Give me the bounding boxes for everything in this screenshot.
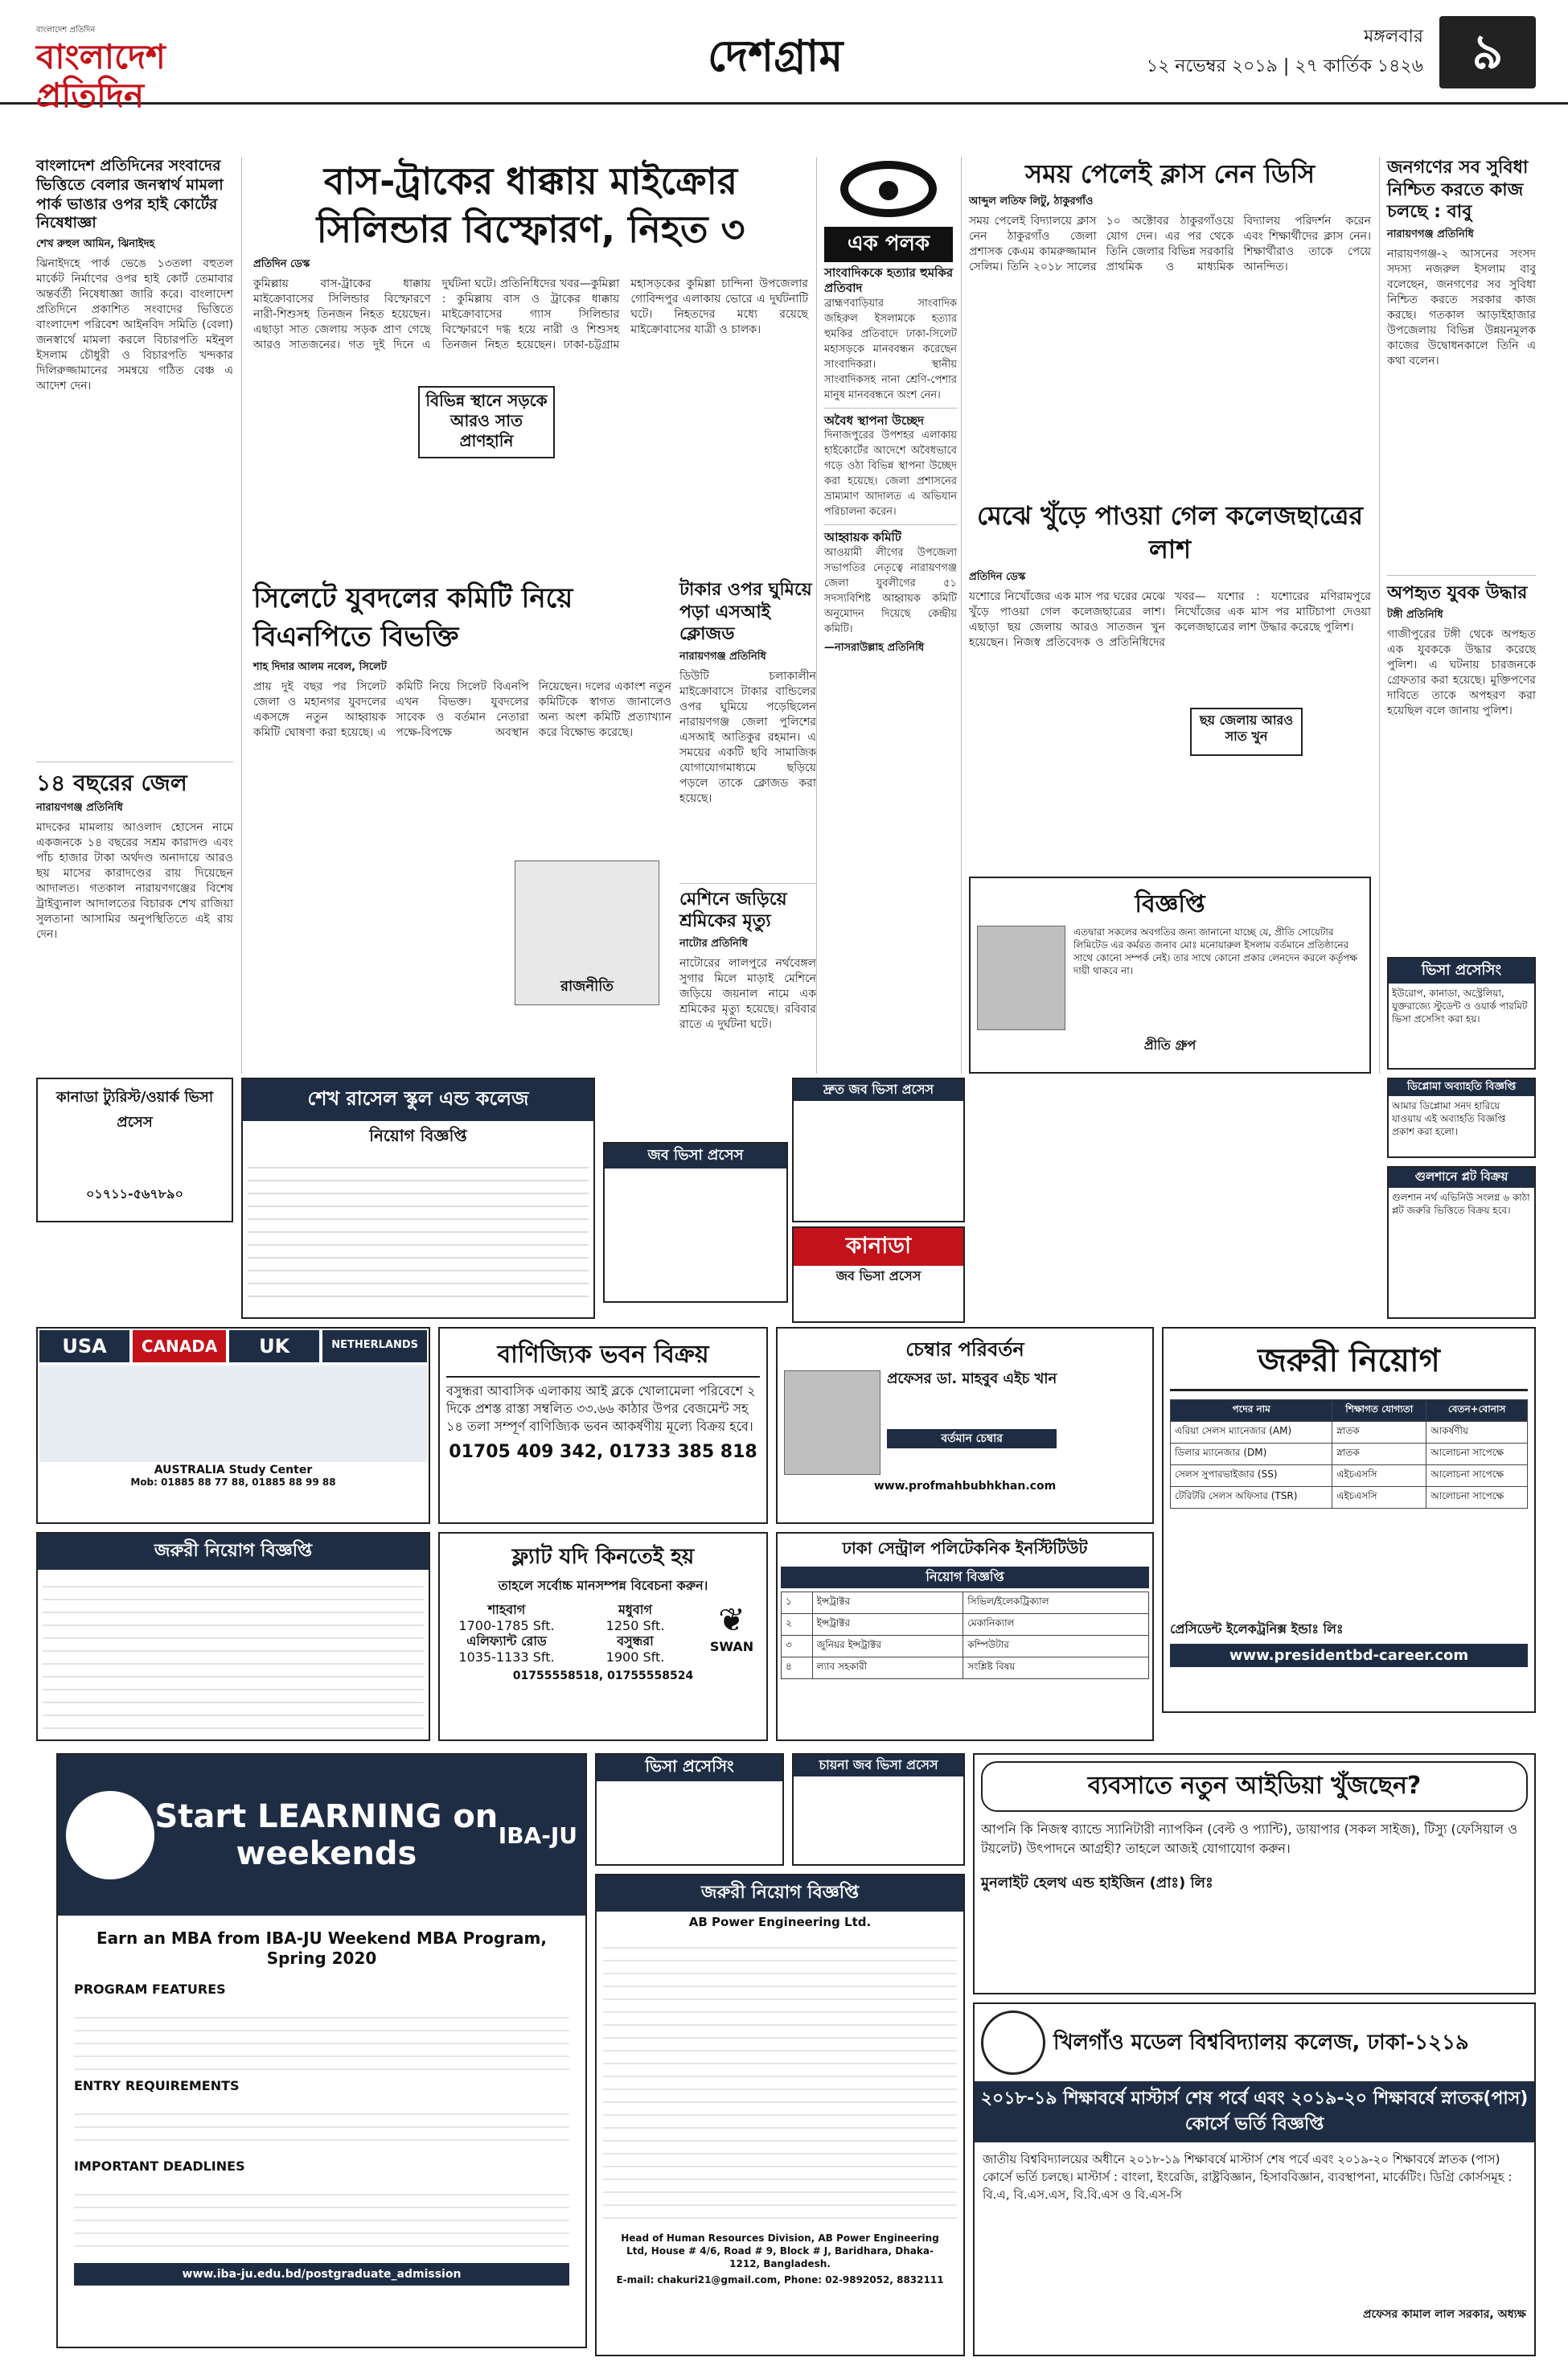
college-body: জাতীয় বিশ্ববিদ্যালয়ের অধীনে ২০১৮-১৯ শিক্ষাবর্ষে মাস্টার্স শেষ পর্বে এবং ২০১৯-২০ শিক্ষাবর্ষে স্নাতক (পাস) কোর্সে ভর্তি চলছে। মাস্টার্স : বাংলা, ইংরেজি, রাষ্ট্রবিজ্ঞান, হিসাববিজ্ঞান, ব্যবস্থাপনা, মার্কেটিং। ডিগ্রি কোর্সসমূহ : বি.এ, বি.এস.এস, বি.বি.এস ও বি.এস-সি (983, 2152, 1513, 2202)
building-phone: 01705 409 342, 01733 385 818 (449, 1442, 757, 1462)
road-subhead-box (418, 386, 555, 458)
divider (1379, 157, 1380, 1074)
flat-size-1: 1700-1785 Sft. (458, 1618, 555, 1633)
visa-processing-ad (595, 1753, 784, 1866)
school-details (248, 1156, 589, 1300)
logo-text: বাংলাদেশ প্রতিদিন (36, 37, 166, 115)
polytechnic-title: ঢাকা সেন্ট্রাল পলিটেকনিক ইনস্টিটিউট (842, 1538, 1088, 1558)
divider (241, 157, 242, 1074)
polytechnic-ad (776, 1532, 1154, 1741)
plot-body: গুলশান নর্থ এভিনিউ সংলগ্ন ৬ কাঠা প্লট জরুরি ভিত্তিতে বিক্রয় হবে। (1392, 1192, 1530, 1216)
lash-subhead-box (1190, 708, 1303, 756)
lead-body: কুমিল্লায় বাস-ট্রাকের ধাক্কায় মাইক্রোবাসের সিলিন্ডার বিস্ফোরণে নারী-শিশুসহ তিনজন নিহত হয়েছেন। এছাড়া সাত জেলায় সড়ক প্রাণ গেছে আরও সাতজনের। গত দুই দিনে এ দুর্ঘটনা ঘটে। প্রতিনিধিদের খবর—কুমিল্লা : কুমিল্লায় বাস ও ট্রাকের ধাক্কায় মাইক্রোবাসের গ্যাস সিলিন্ডার বিস্ফোরণে দগ্ধ হয়ে নারী ও শিশুসহ তিনজন নিহত হয়েছেন। ঢাকা-চট্টগ্রাম মহাসড়কের কুমিল্লা চান্দিনা উপজেলার গোবিন্দপুর এলাকায় ভোরে এ দুর্ঘটনাটি ঘটে। নিহতদের মধ্যে রয়েছে মাইক্রোবাসের যাত্রী ও চালক। (253, 277, 808, 351)
commercial-building-ad (438, 1327, 768, 1524)
page-number: ৯ (1439, 16, 1536, 88)
flat-size-2: 1250 Sft. (605, 1618, 665, 1633)
iba-slogan: Start LEARNING on weekends (154, 1798, 499, 1872)
building-body: বসুন্ধরা আবাসিক এলাকায় আই ব্লকে খোলামেলা পরিবেশে ২ দিকে প্রশস্ত রাস্তা সম্বলিত ৩৩.৬৬ কাঠার উপর বেজমেন্ট সহ ১৪ তলা সম্পূর্ণ বাণিজ্যিক ভবন আকর্ষণীয় মূল্যে বিক্রয় হবে। (446, 1383, 756, 1434)
logo-tagline: বাংলাদেশ প্রতিদিন (36, 26, 96, 35)
business-idea-body: আপনি কি নিজস্ব ব্যান্ডে স্যানিটারী ন্যাপকিন (বেল্ট ও প্যান্টি), ডায়াপার (সকল সাইজ), টিস্যু (ফেসিয়াল ও টয়লেট) উৎপাদনে আগ্রহী? তাহলে আজই যোগাযোগ করুন। (981, 1822, 1517, 1856)
visa-processing-title: ভিসা প্রসেসিং (597, 1755, 782, 1781)
table-row: এরিয়া সেলস ম্যানেজার (AM) স্নাতক আকর্ষণীয় (1171, 1422, 1528, 1444)
machine-byline: নাটোর প্রতিনিধি (679, 937, 748, 950)
doctor-photo (784, 1370, 880, 1475)
swan-logo-icon: ❦ (718, 1602, 745, 1639)
ek-item3-body: আওয়ামী লীগের উপজেলা সভাপতির নেতৃত্বে নারায়ণগঞ্জ জেলা যুবলীগের ৫১ সদস্যবিশিষ্ট আহ্বায়ক কমিটি অনুমোদন দিয়েছে কেন্দ্রীয় কমিটি। (824, 547, 957, 635)
business-idea-ad (973, 1753, 1536, 1994)
kanada-subtitle: জব ভিসা প্রসেস (835, 1268, 922, 1284)
lead-headline: বাস-ট্রাকের ধাক্কায় মাইক্রোর সিলিন্ডার বিস্ফোরণ, নিহত ৩ (316, 159, 745, 251)
taka-story (679, 579, 816, 1078)
ek-polok-logo (824, 161, 953, 257)
visa-title: ভিসা প্রসেসিং (1389, 959, 1534, 984)
school-ad (241, 1078, 595, 1319)
class-body: সময় পেলেই বিদ্যালয়ে ক্লাস নেন ঠাকুরগাঁও জেলা প্রশাসক কেএম কামরুজ্জামান সেলিম। তিনি ২০১৮ সালের ১০ অক্টোবর ঠাকুরগাঁওয়ে যোগ দেন। এর পর থেকে তিনি জেলার বিভিন্ন সরকারি প্রাথমিক ও মাধ্যমিক বিদ্যালয় পরিদর্শন করেন এবং শিক্ষার্থীদের ক্লাস নেন। শিক্ষার্থীরাও তাকে পেয়ে আনন্দিত। (969, 215, 1371, 273)
flat-size-4: 1900 Sft. (605, 1649, 665, 1665)
masthead (0, 0, 1568, 115)
flat-subtitle: তাহলে সর্বোচ্চ মানসম্পন্ন বিবেচনা করুন। (498, 1578, 708, 1593)
business-idea-company: মুনলাইট হেলথ এন্ড হাইজিন (প্রাঃ) লিঃ (981, 1875, 1213, 1891)
country-uk: UK (229, 1330, 319, 1362)
flat-brand: SWAN (709, 1639, 754, 1654)
iba-brand: IBA-JU (498, 1822, 577, 1849)
flat-phone: 01755558518, 01755558524 (512, 1670, 694, 1682)
dateline (997, 23, 1423, 87)
ab-power-company: AB Power Engineering Ltd. (688, 1915, 872, 1929)
ab-power-body (603, 1936, 957, 2225)
lash-body: যশোরে নিখোঁজের এক মাস পর ঘরের মেঝে খুঁড়ে পাওয়া গেল কলেজছাত্রের লাশ। এছাড়া ছয় জেলায় আরও সাতজন খুন হয়েছেন। নিজস্ব প্রতিবেদক ও প্রতিনিধিদের খবর— যশোর : যশোরের মণিরামপুরে নিখোঁজের এক মাস পর মাটিচাপা দেওয়া কলেজছাত্রের লাশ উদ্ধার করেছে পুলিশ। (969, 590, 1371, 649)
newspaper-logo[interactable] (36, 24, 237, 115)
col-post: পদের নাম (1171, 1400, 1332, 1422)
flat-location-3: এলিফ্যান্ট রোড (466, 1633, 547, 1649)
quick-visa-title: দ্রুত জব ভিসা প্রসেস (794, 1079, 963, 1101)
school-title: শেখ রাসেল স্কুল এন্ড কলেজ (243, 1079, 593, 1121)
jonogon-byline: নারায়ণগঞ্জ প্রতিনিধি (1387, 228, 1474, 240)
country-netherlands: NETHERLANDS (322, 1330, 427, 1362)
table-row: ২ ইন্সট্রাক্টর মেকানিক্যাল (782, 1614, 1149, 1636)
college-title: খিলগাঁও মডেল বিশ্ববিদ্যালয় কলেজ, ঢাকা-১২১৯ (1053, 2030, 1469, 2055)
university-seal-icon (66, 1791, 154, 1879)
study-details (39, 1366, 427, 1462)
job-visa-title: জব ভিসা প্রসেস (605, 1144, 786, 1169)
person-photo (977, 926, 1065, 1030)
study-abroad-ad (36, 1327, 430, 1524)
kanada-title: কানাডা (794, 1228, 963, 1266)
urgent-recruit-title: জরুরী নিয়োগ (1170, 1335, 1528, 1391)
diploma-ad (1387, 1078, 1536, 1158)
flat-location-1: শাহবাগ (487, 1602, 526, 1617)
college-banner: ২০১৮-১৯ শিক্ষাবর্ষে মাস্টার্স শেষ পর্বে এবং ২০১৯-২০ শিক্ষাবর্ষে স্নাতক(পাস) কোর্সে ভর্তি বিজ্ঞপ্তি (975, 2081, 1534, 2142)
polytechnic-table (781, 1592, 1149, 1679)
flat-ad (438, 1532, 768, 1741)
iba-ad (56, 1753, 587, 2348)
table-row: ৩ জুনিয়র ইন্সট্রাক্টর কম্পিউটার (782, 1636, 1149, 1657)
section-title: দেশগ্রাম (708, 31, 844, 81)
country-canada: CANADA (133, 1330, 226, 1362)
col-salary: বেতন+বোনাস (1426, 1400, 1528, 1422)
taka-headline: টাকার ওপর ঘুমিয়ে পড়া এসআই ক্লোজড (679, 580, 812, 644)
diploma-body: আমার ডিপ্লোমা সনদ হারিয়ে যাওয়ায় এই অব্যাহতি বিজ্ঞপ্তি প্রকাশ করা হলো। (1392, 1100, 1506, 1137)
ab-power-title: জরুরী নিয়োগ বিজ্ঞপ্তি (597, 1875, 963, 1912)
divider (961, 157, 962, 1074)
recruit-notice-body (43, 1575, 424, 1735)
ek-polok-label: এক পলক (824, 227, 953, 262)
lead-story (253, 157, 808, 575)
iba-entry-list (74, 2102, 569, 2150)
class-byline: আব্দুল লতিফ লিটু, ঠাকুরগাঁও (969, 195, 1094, 207)
notice-body: এতদ্বারা সকলের অবগতির জন্য জানানো যাচ্ছে যে, প্রীতি সোয়েটার লিমিটেড এর কর্মরত জনাব মোঃ মনোয়ারুল ইসলাম বর্তমানে প্রতিষ্ঠানের সাথে কোনো সম্পর্ক নেই। তার সাথে কোনো প্রকার লেনদেন করলে কর্তৃপক্ষ দায়ী থাকবে না। (1073, 926, 1358, 976)
iba-deadlines-list (74, 2183, 569, 2247)
divider (1387, 575, 1536, 576)
rescue-headline: অপহৃত যুবক উদ্ধার (1387, 582, 1528, 603)
left-column (36, 157, 233, 1074)
jonogon-body: নারায়ণগঞ্জ-২ আসনের সংসদ সদস্য নজরুল ইসলাম বাবু বলেছেন, জনগণের সব সুবিধা নিশ্চিত করতে সরকার কাজ করছে। গতকাল আড়াইহাজার উপজেলায় বিভিন্ন উন্নয়নমূলক কাজের উদ্বোধনকালে তিনি এ কথা বলেন। (1387, 247, 1536, 368)
diploma-title: ডিপ্লোমা অব্যাহতি বিজ্ঞপ্তি (1389, 1079, 1534, 1096)
table-row: ১ ইন্সট্রাক্টর সিভিল/ইলেকট্রিক্যাল (782, 1592, 1149, 1614)
ek-item2-head: অবৈধ স্থাপনা উচ্ছেদ (824, 413, 925, 428)
ek-item3-head: আহ্বায়ক কমিটি (824, 530, 901, 545)
building-title: বাণিজ্যিক ভবন বিক্রয় (446, 1335, 760, 1378)
notice-ad (969, 877, 1371, 1074)
flat-size-3: 1035-1133 Sft. (458, 1649, 555, 1665)
day: মঙ্গলবার (1364, 27, 1423, 47)
notice-company: প্রীতি গ্রুপ (1143, 1037, 1197, 1053)
ek-polok-column (824, 265, 957, 1070)
recruit-table (1170, 1399, 1528, 1509)
taka-byline: নারায়ণগঞ্জ প্রতিনিধি (679, 650, 766, 663)
lash-headline: মেঝে খুঁড়ে পাওয়া গেল কলেজছাত্রের লাশ (977, 500, 1363, 565)
class-headline: সময় পেলেই ক্লাস নেন ডিসি (1024, 158, 1316, 189)
bnp-body: প্রায় দুই বছর পর সিলেট জেলা ও মহানগর যুবদলের একসঙ্গে নতুন আহ্বায়ক কমিটি ঘোষণা করা হয়েছে। এ কমিটি নিয়ে সিলেট বিএনপি এখন বিভক্ত। যুবদলের সাবেক ও বর্তমান নেতারা পক্ষে-বিপক্ষে অবস্থান নিয়েছেন। দলের একাংশ নতুন কমিটিকে স্বাগত জানালেও অন্য অংশ কমিটি প্রত্যাখ্যান করে বিক্ষোভ করেছে। (253, 680, 671, 739)
flat-location-4: বসুন্ধরা (617, 1633, 654, 1649)
lash-story (969, 499, 1371, 877)
ab-power-ad (595, 1874, 965, 2356)
road-subhead: বিভিন্ন স্থানে সড়কে আরও সাত প্রাণহানি (425, 391, 548, 450)
notice-title: বিজ্ঞপ্তি (1135, 890, 1205, 918)
col-qual: শিক্ষাগত যোগ্যতা (1332, 1400, 1426, 1422)
iba-features: PROGRAM FEATURES (74, 1982, 226, 1997)
canada-ad-phone: ০১৭১১-৫৬৭৮৯০ (86, 1186, 183, 1201)
bnp-headline: সিলেটে যুবদলের কমিটি নিয়ে বিএনপিতে বিভক্তি (253, 582, 573, 653)
table-row: ৪ ল্যাব সহকারী সংশ্লিষ্ট বিষয় (782, 1657, 1149, 1679)
plot-title: গুলশানে প্লট বিক্রয় (1389, 1168, 1534, 1188)
recruit-company: প্রেসিডেন্ট ইলেকট্রনিক্স ইন্ডাঃ লিঃ (1170, 1621, 1344, 1637)
rescue-byline: টঙ্গী প্রতিনিধি (1387, 609, 1443, 621)
table-row: টেরিটরি সেলস অফিসার (TSR) এইচএসসি আলোচনা সাপেক্ষে (1171, 1487, 1528, 1509)
table-row: ডিলার ম্যানেজার (DM) স্নাতক আলোচনা সাপেক্ষে (1171, 1444, 1528, 1465)
divider (679, 883, 816, 884)
park-byline: শেখ রুহুল আমিন, ঝিনাইদহ (36, 238, 155, 250)
urgent-recruit-ad (1162, 1327, 1536, 1713)
china-visa-ad (792, 1753, 965, 1866)
doctor-website[interactable]: www.profmahbubhkhan.com (873, 1480, 1057, 1493)
iba-entry: ENTRY REQUIREMENTS (74, 2078, 240, 2093)
right-column (1387, 157, 1536, 1074)
machine-headline: মেশিনে জড়িয়ে শ্রমিকের মৃত্যু (679, 889, 787, 931)
jail-body: মাদকের মামলায় আওলাদ হোসেন নামে একজনকে ১৪ বছরের সশ্রম কারাদণ্ড এবং পাঁচ হাজার টাকা অর্থদণ্ড অনাদায়ে আরও ছয় মাসের কারাদণ্ডের রায় দিয়েছেন আদালত। গতকাল নারায়ণগঞ্জের বিশেষ ট্রাইব্যুনাল আদালতের বিচারক শেখ রাজিয়া সুলতানা আসামির অনুপস্থিতিতে এই রায় দেন। (36, 821, 233, 941)
class-story (969, 157, 1371, 478)
quick-visa-ad (792, 1078, 965, 1222)
study-center: AUSTRALIA Study Center (154, 1464, 313, 1477)
lash-subhead: ছয় জেলায় আরও সাত খুন (1199, 713, 1294, 744)
park-body: ঝিনাইদহে পার্ক ভেঙে ১৩তলা বহুতল মার্কেট নির্মাণের ওপর হাই কোর্ট তেমাবার অন্তর্বর্তী নিষেধাজ্ঞা জারি করে। বাংলাদেশ প্রতিদিনে প্রকাশিত সংবাদের ভিত্তিতে বাংলাদেশ পরিবেশ আইনবিদ সমিতি (বেলা) জনস্বার্থে মামলা করলে বিচারপতি মইনুল ইসলাম চৌধুরী ও বিচারপতি খন্দকার দিলিরুজ্জামানের সমন্বয়ে গঠিত বেঞ্চ এ আদেশ দেন। (36, 257, 233, 392)
divider (824, 408, 957, 409)
eye-icon (840, 161, 937, 217)
flat-title: ফ্ল্যাট যদি কিনতেই হয় (511, 1545, 695, 1569)
jail-headline: ১৪ বছরের জেল (36, 770, 187, 796)
divider (824, 524, 957, 525)
visa-body: ইউরোপ, কানাডা, অস্ট্রেলিয়া, যুক্তরাজ্যে স্টুডেন্ট ও ওয়ার্ক পারমিট ভিসা প্রসেসিং করা হয়। (1392, 988, 1528, 1025)
canada-ad-title: কানাডা ট্যুরিস্ট/ওয়ার্ক ভিসা প্রসেস (55, 1089, 214, 1131)
iba-website[interactable]: www.iba-ju.edu.bd/postgraduate_admission (74, 2263, 569, 2286)
country-usa: USA (39, 1330, 129, 1362)
lead-byline: প্রতিদিন ডেস্ক (253, 258, 310, 270)
jail-byline: নারায়ণগঞ্জ প্রতিনিধি (36, 802, 123, 814)
college-logo-icon (981, 2011, 1045, 2075)
recruit-details (1170, 1509, 1528, 1621)
chamber-current: বর্তমান চেম্বার (887, 1429, 1057, 1448)
lash-byline: প্রতিদিন ডেস্ক (969, 571, 1026, 583)
politics-illustration (515, 860, 659, 1005)
polytechnic-subtitle: নিয়োগ বিজ্ঞপ্তি (781, 1567, 1149, 1588)
bnp-byline: শাহ দিদার আলম নবেল, সিলেট (253, 661, 387, 673)
ek-item2-body: দিনাজপুরের উপশহর এলাকায় হাইকোর্টের আদেশে অবৈধভাবে গড়ে ওঠা বিভিন্ন স্থাপনা উচ্ছেদ করা হয়েছে। জেলা প্রশাসনের ভ্রাম্যমাণ আদালত এ অভিযান পরিচালনা করেন। (824, 429, 957, 519)
iba-deadlines: IMPORTANT DEADLINES (74, 2158, 245, 2174)
flat-location-2: মধুবাগ (618, 1602, 652, 1617)
recruit-notice-title: জরুরী নিয়োগ বিজ্ঞপ্তি (38, 1534, 429, 1570)
machine-body: নাটোরের লালপুরে নর্থবেঙ্গল সুগার মিলে মাড়াই মেশিনে জড়িয়ে জয়নাল নামে এক শ্রমিকের মৃত্যু হয়েছে। রবিবার রাতে এ দুর্ঘটনা ঘটে। (679, 956, 816, 1031)
chamber-title: চেম্বার পরিবর্তন (905, 1338, 1024, 1361)
ab-power-address: Head of Human Resources Division, AB Power Engineering Ltd, House # 4/6, Road # 9, Block # J, Baridhara, Dhaka- 1212, Bangladesh. (621, 2232, 939, 2269)
college-footer: প্রফেসর কামাল লাল সরকার, অধ্যক্ষ (1363, 2308, 1526, 2321)
business-idea-title: ব্যবসাতে নতুন আইডিয়া খুঁজছেন? (981, 1761, 1528, 1812)
doctor-name: প্রফেসর ডা. মাহবুব এইচ খান (887, 1370, 1057, 1387)
park-headline: বাংলাদেশ প্রতিদিনের সংবাদের ভিত্তিতে বেলার জনস্বার্থ মামলা পার্ক ভাঙার ওপর হাই কোর্টের নিষেধাজ্ঞা (36, 157, 224, 232)
date: ১২ নভেম্বর ২০১৯ | ২৭ কার্তিক ১৪২৬ (1146, 56, 1423, 76)
kanada-ad (792, 1226, 965, 1323)
iba-earn: Earn an MBA from IBA-JU Weekend MBA Program, Spring 2020 (96, 1928, 547, 1968)
rescue-body: গাজীপুরের টঙ্গী থেকে অপহৃত এক যুবককে উদ্ধার করেছে পুলিশ। এ ঘটনায় চারজনকে গ্রেফতার করা হয়েছে। মুক্তিপণের দাবিতে তাকে অপহরণ করা হয়েছিল বলে জানায় পুলিশ। (1387, 628, 1536, 717)
divider (816, 157, 817, 1074)
country-row (38, 1329, 429, 1364)
taka-body: ডিউটি চলাকালীন মাইক্রোবাসে টাকার বান্ডিলের ওপর ঘুমিয়ে পড়েছিলেন নারায়ণগঞ্জ জেলা পুলিশের এসআই আতিকুর রহমান। এ সময়ের একটি ছবি সামাজিক যোগাযোগমাধ্যমে ছড়িয়ে পড়লে তাকে ক্লোজড করা হয়েছে। (679, 669, 816, 805)
college-admission-ad (973, 2002, 1536, 2356)
ek-item1-head: সাংবাদিককে হত্যার হুমকির প্রতিবাদ (824, 265, 954, 295)
china-visa-title: চায়না জব ভিসা প্রসেস (794, 1755, 963, 1776)
iba-banner (58, 1755, 585, 1916)
school-subtitle: নিয়োগ বিজ্ঞপ্তি (369, 1126, 467, 1145)
canada-ad (36, 1078, 233, 1222)
chamber-ad (776, 1327, 1154, 1524)
recruit-website[interactable]: www.presidentbd-career.com (1170, 1644, 1528, 1667)
ek-item1-body: ব্রাহ্মণবাড়িয়ার সাংবাদিক জহিরুল ইসলামকে হত্যার হুমকির প্রতিবাদে ঢাকা-সিলেট মহাসড়কে মানববন্ধন করেছেন সাংবাদিকরা। স্থানীয় সাংবাদিকসহ নানা শ্রেণি-পেশার মানুষ মানববন্ধনে অংশ নেন। (824, 297, 957, 401)
study-phone: Mob: 01885 88 77 88, 01885 88 99 88 (130, 1477, 336, 1488)
politics-caption: রাজনীতি (560, 978, 614, 995)
table-row: সেলস সুপারভাইজার (SS) এইচএসসি আলোচনা সাপেক্ষে (1171, 1465, 1528, 1487)
iba-features-list (74, 2006, 569, 2070)
plot-ad (1387, 1166, 1536, 1319)
jonogon-headline: জনগণের সব সুবিধা নিশ্চিত করতে কাজ চলছে : বাবু (1387, 158, 1529, 222)
ek-sign: —নাসরাউল্লাহ প্রতিনিধি (824, 642, 925, 654)
ab-power-contact: E-mail: chakuri21@gmail.com, Phone: 02-9892052, 8832111 (616, 2274, 944, 2286)
visa-ad (1387, 957, 1536, 1070)
recruit-notice-ad (36, 1532, 430, 1741)
job-visa-ad (603, 1142, 788, 1303)
